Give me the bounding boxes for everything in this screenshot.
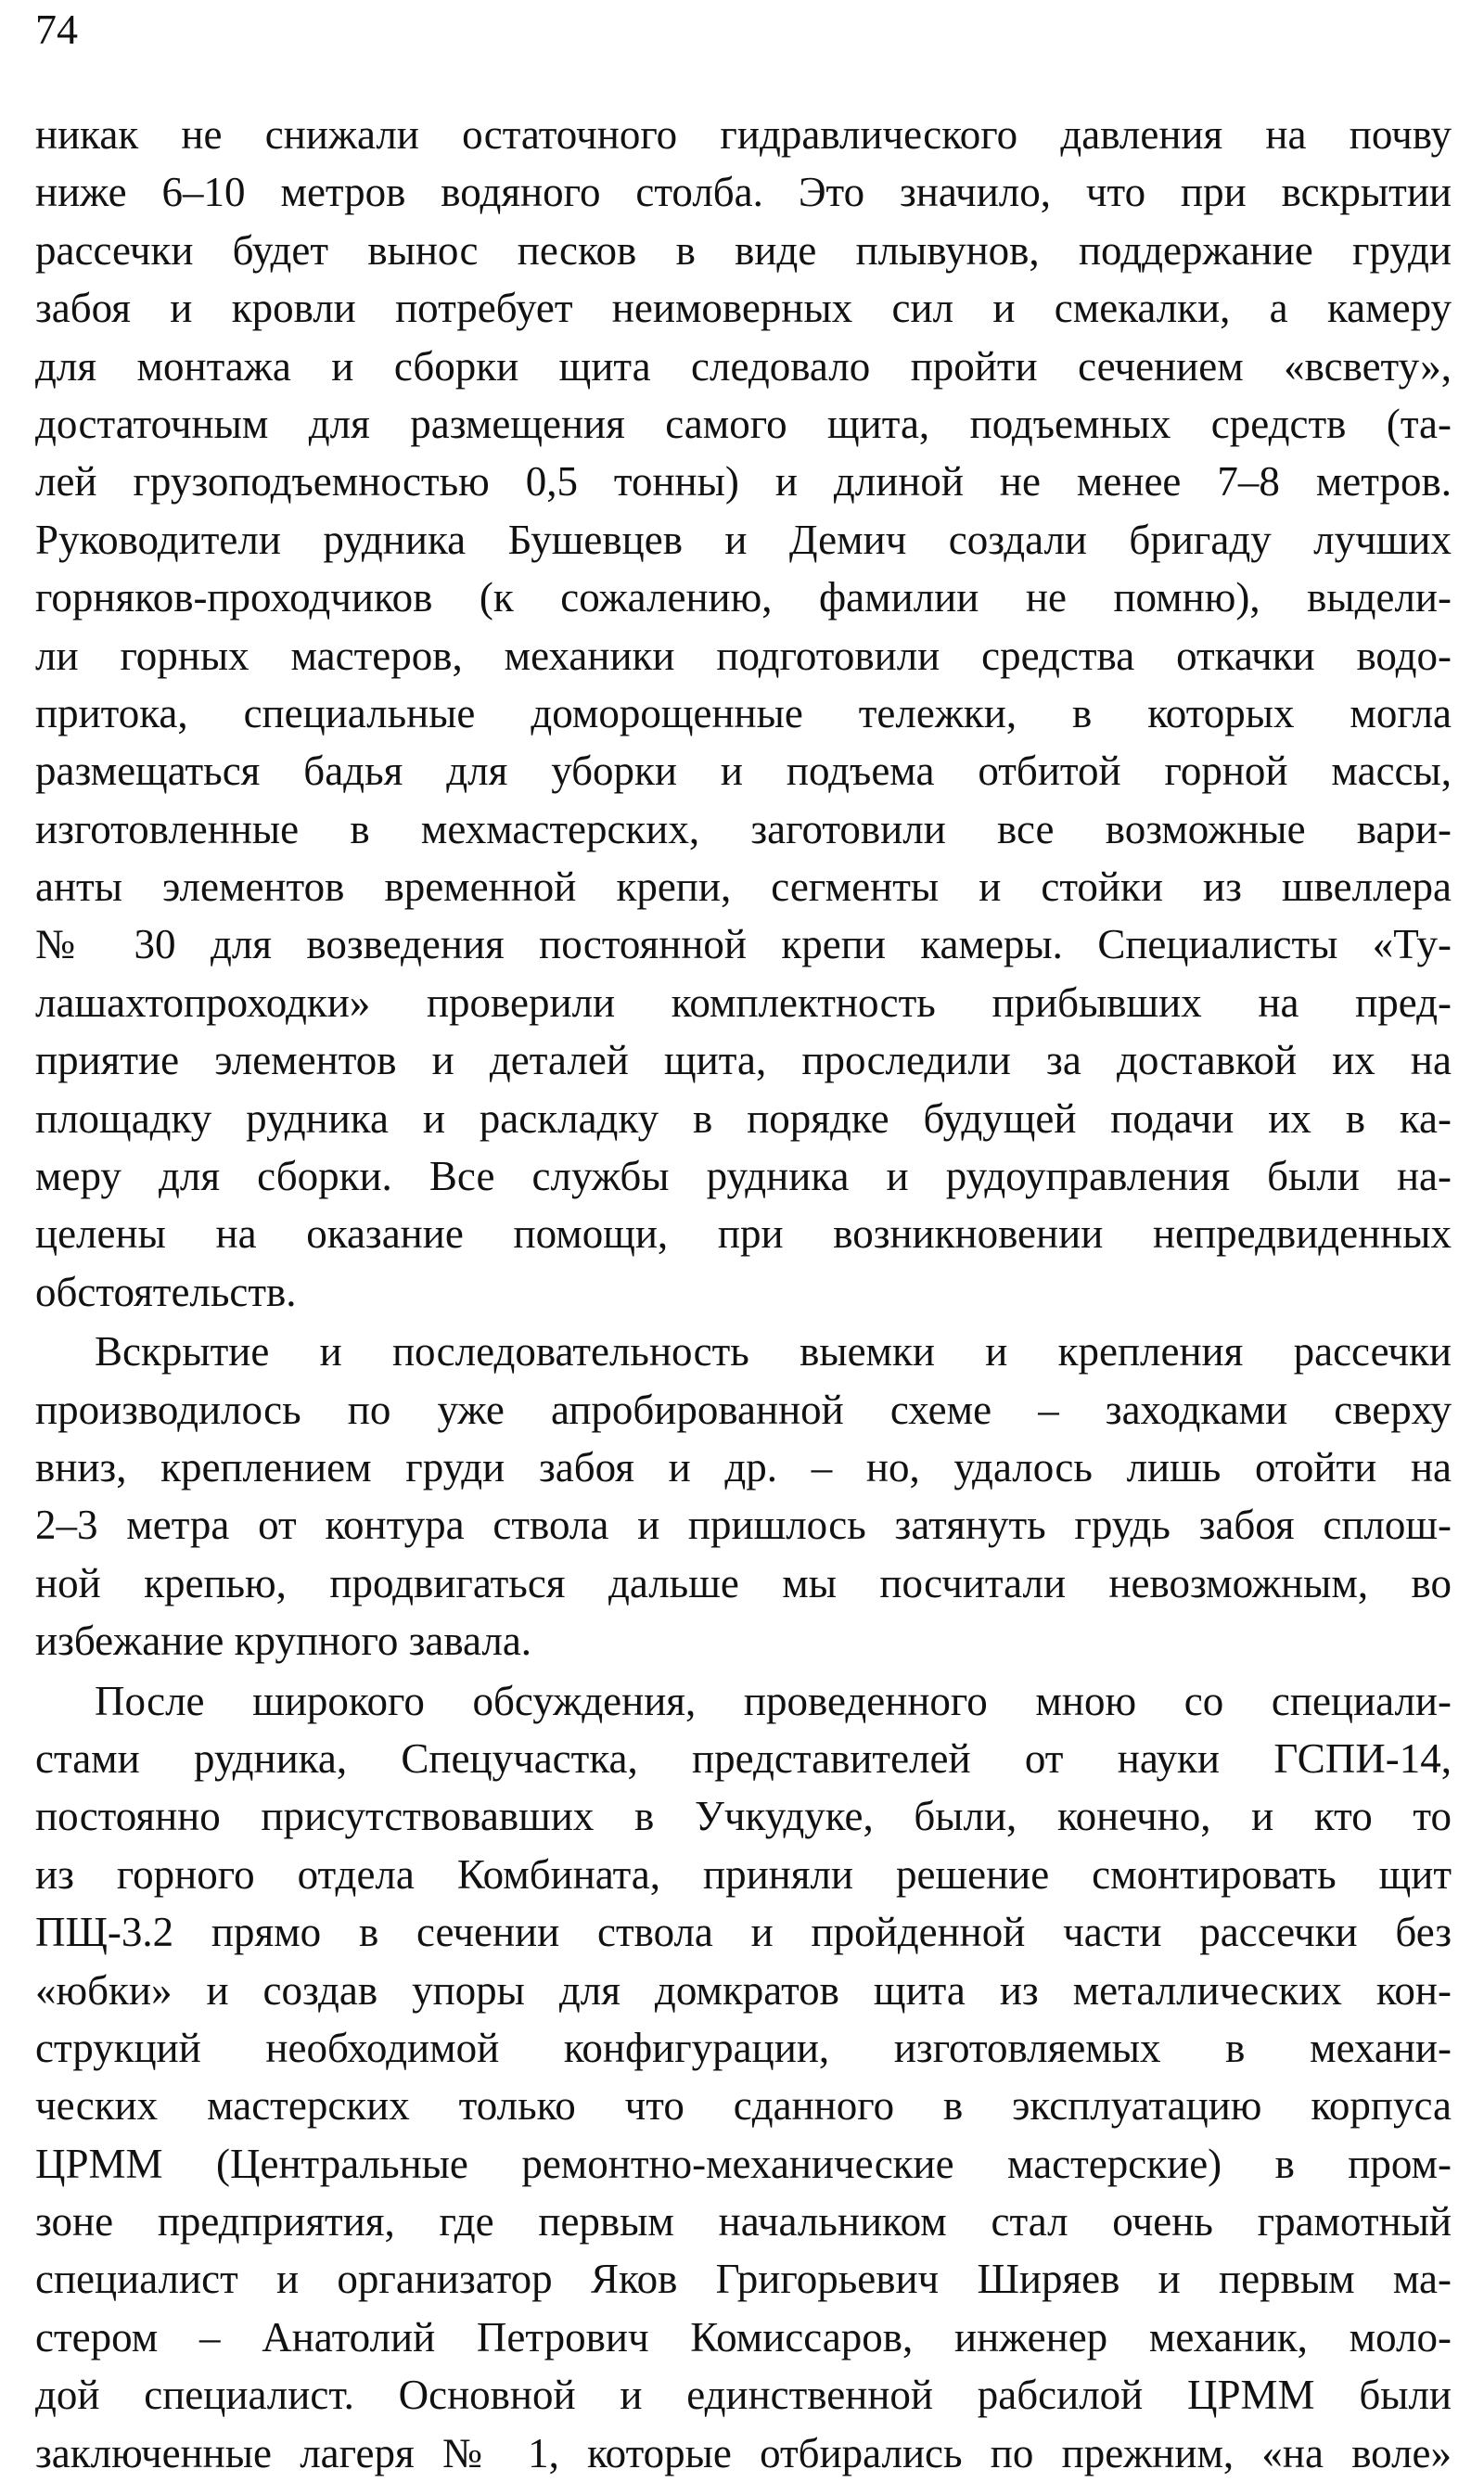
text-line: струкций необходимой конфигурации, изготовляемых в механи- <box>35 2024 1452 2071</box>
text-line: специалист и организатор Яков Григорьевич Ширяев и первым ма- <box>35 2256 1452 2303</box>
text-line: рассечки будет вынос песков в виде плывунов, поддержание груди <box>35 226 1452 274</box>
text-line: размещаться бадья для уборки и подъема отбитой горной массы, <box>35 748 1452 795</box>
text-line: стами рудника, Спецучастка, представителей от науки ГСПИ-14, <box>35 1734 1452 1782</box>
text-line: Вскрытие и последовательность выемки и крепления рассечки <box>95 1328 1452 1375</box>
text-line: анты элементов временной крепи, сегменты и стойки из швеллера <box>35 864 1452 911</box>
body-text <box>35 106 1452 2482</box>
paragraph-1 <box>35 106 1452 1321</box>
text-line: лей грузоподъемностью 0,5 тонны) и длиной не менее 7–8 метров. <box>35 458 1452 505</box>
text-line: для монтажа и сборки щита следовало пройти сечением «всвету», <box>35 342 1452 390</box>
text-line: заключенные лагеря № 1, которые отбирались по прежним, «на воле» <box>35 2429 1452 2476</box>
text-line: приятие элементов и деталей щита, проследили за доставкой их на <box>35 1037 1452 1084</box>
text-line: достаточным для размещения самого щита, подъемных средств (та- <box>35 400 1452 447</box>
page-number: 74 <box>35 6 78 53</box>
text-line: ной крепью, продвигаться дальше мы посчитали невозможным, во <box>35 1559 1452 1606</box>
text-line: ниже 6–10 метров водяного столба. Это значило, что при вскрытии <box>35 169 1452 216</box>
text-line: забоя и кровли потребует неимоверных сил и смекалки, а камеру <box>35 285 1452 332</box>
text-line: ЦРММ (Центральные ремонтно-механические мастерские) в пром- <box>35 2140 1452 2187</box>
text-line: стером – Анатолий Петрович Комиссаров, инженер механик, моло- <box>35 2313 1452 2360</box>
text-line: дой специалист. Основной и единственной рабсилой ЦРММ были <box>35 2372 1452 2419</box>
text-line: постоянно присутствовавших в Учкудуке, были, конечно, и кто то <box>35 1793 1452 1840</box>
text-line: После широкого обсуждения, проведенного мною со специали- <box>95 1677 1452 1724</box>
paragraph-3 <box>35 1672 1452 2482</box>
text-line: ческих мастерских только что сданного в эксплуатацию корпуса <box>35 2082 1452 2130</box>
text-line: «юбки» и создав упоры для домкратов щита из металлических кон- <box>35 1966 1452 2014</box>
text-line: никак не снижали остаточного гидравлического давления на почву <box>35 111 1452 158</box>
text-line: изготовленные в мехмастерских, заготовили все возможные вари- <box>35 805 1452 852</box>
text-line: 2–3 метра от контура ствола и пришлось затянуть грудь забоя сплош- <box>35 1502 1452 1549</box>
text-line: избежание крупного завала. <box>35 1618 532 1665</box>
text-line: целены на оказание помощи, при возникновении непредвиденных <box>35 1210 1452 1258</box>
text-line: площадку рудника и раскладку в порядке будущей подачи их в ка- <box>35 1094 1452 1142</box>
text-line: ли горных мастеров, механики подготовили средства откачки водо- <box>35 632 1452 679</box>
text-line: ПЩ-3.2 прямо в сечении ствола и пройденной части рассечки без <box>35 1909 1452 1956</box>
text-line: горняков-проходчиков (к сожалению, фамилии не помню), выдели- <box>35 574 1452 621</box>
text-line: Руководители рудника Бушевцев и Демич создали бригаду лучших <box>35 516 1452 563</box>
text-line: зоне предприятия, где первым начальником стал очень грамотный <box>35 2198 1452 2245</box>
text-line: производилось по уже апробированной схеме – заходками сверху <box>35 1386 1452 1433</box>
text-line: притока, специальные доморощенные тележки, в которых могла <box>35 689 1452 736</box>
text-line: меру для сборки. Все службы рудника и рудоуправления были на- <box>35 1153 1452 1200</box>
text-line: обстоятельств. <box>35 1268 297 1315</box>
text-line: вниз, креплением груди забоя и др. – но, удалось лишь отойти на <box>35 1443 1452 1490</box>
text-line: из горного отдела Комбината, приняли решение смонтировать щит <box>35 1850 1452 1898</box>
paragraph-2 <box>35 1323 1452 1670</box>
text-line: лашахтопроходки» проверили комплектность прибывших на пред- <box>35 979 1452 1026</box>
text-line: № 30 для возведения постоянной крепи камеры. Специалисты «Ту- <box>35 921 1452 968</box>
